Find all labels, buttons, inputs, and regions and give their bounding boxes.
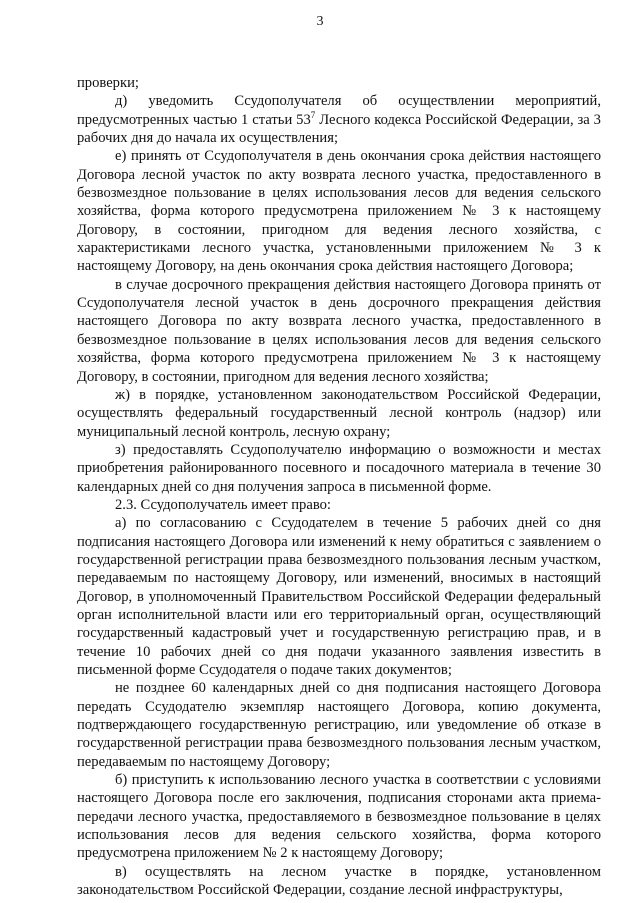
paragraph-zh-control: ж) в порядке, установленном законодательством Российской Федерации, осуществлять федеральный государственный лесной контроль (надзор) или муниципальный лесной контроль, лесную охрану; [77,386,601,440]
page-number: 3 [316,14,324,29]
paragraph-transfer-copy: не позднее 60 календарных дней со дня подписания настоящего Договора передать Ссудодателю экземпляр настоящего Договора, копию документа, подтверждающего государственную регистрацию, или уведомление об отказе в государственной регистрации права безвозмездного пользования лесным участком, передаваемым по настоящему Договору; [77,680,601,770]
paragraph-a-registration: а) по согласованию с Ссудодателем в течение 5 рабочих дней со дня подписания настоящего Договора или изменений к нему обратиться с заявлением о государственной регистрации права безвозмездного пользования лесным участком, передаваемым по настоящему Договору, или изменений, вносимых в настоящий Договор, в уполномоченный Правительством Российской Федерации федеральный орган исполнительной власти или его территориальный орган, осуществляющий государственный кадастровый учет и государственную регистрацию прав, и в течение 10 рабочих дней со дня подачи указанного заявления известить в письменной форме Ссудодателя о подаче таких документов; [77,515,601,678]
paragraph-verification-end: проверки; [77,75,139,91]
paragraph-d-notify [77,92,601,147]
document-body [77,74,601,899]
paragraph-d-text-start: д) уведомить Ссудополучателя об осуществлении мероприятий, предусмотренных частью 1 статьи 53 [77,93,601,128]
paragraph-v-infrastructure: в) осуществлять на лесном участке в порядке, установленном законодательством Российской Федерации, создание лесной инфраструктуры, [77,863,601,899]
paragraph-early-termination: в случае досрочного прекращения действия настоящего Договора принять от Ссудополучателя лесной участок в день досрочного прекращения действия настоящего Договора по акту возврата лесного участка, предоставленного в безвозмездное пользование в целях использования лесов для ведения сельского хозяйства, форма которого предусмотрена приложением № 3 к настоящему Договору, в состоянии, пригодном для ведения лесного хозяйства; [77,276,601,385]
paragraph-b-start-use: б) приступить к использованию лесного участка в соответствии с условиями настоящего Договора после его заключения, подписания сторонами акта приема-передачи лесного участка, предоставляемого в безвозмездное пользование в целях использования лесов для ведения сельского хозяйства, форма которого предусмотрена приложением № 2 к настоящему Договору; [77,772,601,862]
paragraph-z-information: з) предоставлять Ссудополучателю информацию о возможности и местах приобретения районированного посевного и посадочного материала в течение 30 календарных дней со дня получения запроса в письменной форме. [77,441,601,495]
paragraph-d-text-end: Лесного кодекса Российской Федерации, за 3 рабочих дня до начала их осуществления; [77,111,601,147]
paragraph-e-accept: е) принять от Ссудополучателя в день окончания срока действия настоящего Договора лесной участок по акту возврата лесного участка, предоставленного в безвозмездное пользование в целях использования лесов для ведения сельского хозяйства, форма которого предусмотрена приложением № 3 к настоящему Договору, в состоянии, пригодном для ведения лесного хозяйства, с характеристиками лесного участка, установленными приложением № 3 к настоящему Договору, на день окончания срока действия настоящего Договора; [77,148,601,275]
article-superscript: 7 [310,109,316,120]
section-heading-2-3: 2.3. Ссудополучатель имеет право: [115,496,331,513]
